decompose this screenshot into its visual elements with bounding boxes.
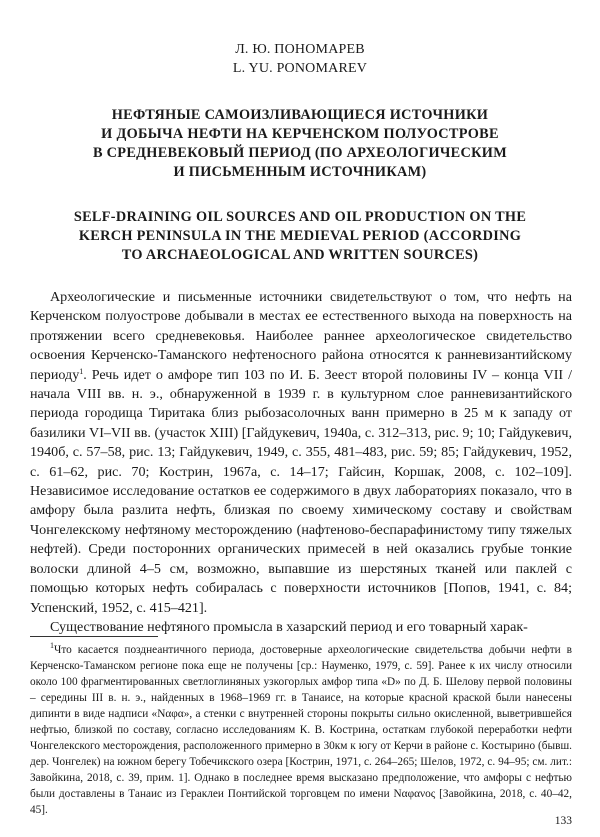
paragraph-text: Археологические и письменные источники свидетельствуют о том, что нефть на Керченском полуострове добывали в местах ее естественного выхода на поверхность на протяжении всего средневековья. Наиболее раннее археологическое свидетельство освоения Керченско-Таманского нефтеносного района относятся к ранневизантийскому периоду	[30, 289, 572, 383]
title-ru-line: НЕФТЯНЫЕ САМОИЗЛИВАЮЩИЕСЯ ИСТОЧНИКИ	[111, 107, 489, 123]
title-ru	[30, 106, 570, 182]
page-number: 133	[554, 815, 572, 827]
title-ru-line: И ПИСЬМЕННЫМ ИСТОЧНИКАМ)	[173, 164, 427, 180]
author-en: L. YU. PONOMAREV	[232, 61, 368, 76]
paragraph	[30, 618, 572, 637]
paragraph-text: Существование нефтяного промысла в хазарский период и его товарный харак-	[50, 618, 528, 635]
title-en-line: KERCH PENINSULA IN THE MEDIEVAL PERIOD (ACCORDING	[78, 228, 522, 244]
authors	[0, 40, 600, 78]
author-ru: Л. Ю. ПОНОМАРЕВ	[235, 42, 365, 57]
paragraph	[30, 288, 572, 618]
body-text	[30, 288, 572, 637]
title-en-line: TO ARCHAEOLOGICAL AND WRITTEN SOURCES)	[121, 247, 479, 263]
footnote-divider	[30, 636, 158, 637]
footnote	[30, 642, 572, 818]
footnote-text: Что касается позднеантичного периода, достоверные археологические свидетельства добычи нефти в Керченско-Таманском регионе пока еще не получены [ср.: Науменко, 1979, с. 59]. Ранее к их числу относили около 100 фрагментированных светлоглиняных узкогорлых амфор типа «D» по Д. Б. Шелову первой половины – середины III в. н. э., найденных в 1968–1969 гг. в Танаисе, на которые красной краской были нанесены дипинти в виде надписи «Ναφα», а стенки с внутренней стороны покрыты сильно окисленной, выветрившейся нефтью, близкой по составу, согласно исследованиям К. В. Кострина, остаткам глубокой переработки нефти Чонгелекского месторождения, расположенного примерно в 30км к югу от Керчи в районе с. Костырино (бывш. дер. Чонгелек) на южном берегу Тобечикского озера [Кострин, 1971, с. 264–265; Шелов, 1972, с. 94–95; см. лит.: Завойкина, 2018, с. 39, прим. 1]. Однако в последнее время высказано предположение, что амфоры с нефтью были доставлены в Танаис из Гераклеи Понтийской торговцем по имени Ναφανος [Завойкина, 2018, с. 40–42, 45].	[30, 644, 572, 816]
title-ru-line: И ДОБЫЧА НЕФТИ НА КЕРЧЕНСКОМ ПОЛУОСТРОВЕ	[101, 126, 499, 142]
footnote-ref[interactable]: 1	[79, 366, 84, 376]
paragraph-text: . Речь идет о амфоре тип 103 по И. Б. Зеест второй половины IV – конца VII / начала VIII вв. н. э., обнаруженной в 1939 г. в культурном слое ранневизантийского периода городища Тиритака близ рыбозасолочных ванн примерно в 25 м к западу от базилики VI–VII вв. (участок XIII) [Гайдукевич, 1940а, с. 312–313, рис. 9; 10; Гайдукевич, 1940б, с. 57–58, рис. 13; Гайдукевич, 1949, с. 355, 481–483, рис. 59; 85; Гайдукевич, 1952, с. 61–62, рис. 70; Кострин, 1967а, с. 14–17; Гайсин, Коршак, 2008, с. 102–109]. Независимое исследование остатков ее содержимого в двух лабораториях показало, что в амфору была разлита нефть, близкая по своему химическому составу и свойствам Чонгелекскому нефтяному месторождению (нафтеново-беспарафинистому типу тяжелых нефтей). Среди посторонних органических примесей в ней оказались грубые тонкие волоски длиной 4–5 см, возможно, выпавшие из шерстяных тканей или паклей с помощью которых нефть собиралась с поверхности источников [Попов, 1941, с. 84; Успенский, 1952, с. 415–421].	[30, 366, 572, 616]
title-ru-line: В СРЕДНЕВЕКОВЫЙ ПЕРИОД (ПО АРХЕОЛОГИЧЕСКИМ	[92, 145, 508, 161]
title-en	[30, 208, 570, 265]
footnote-marker: 1	[50, 641, 54, 650]
title-en-line: SELF-DRAINING OIL SOURCES AND OIL PRODUCTION ON THE	[73, 209, 527, 225]
